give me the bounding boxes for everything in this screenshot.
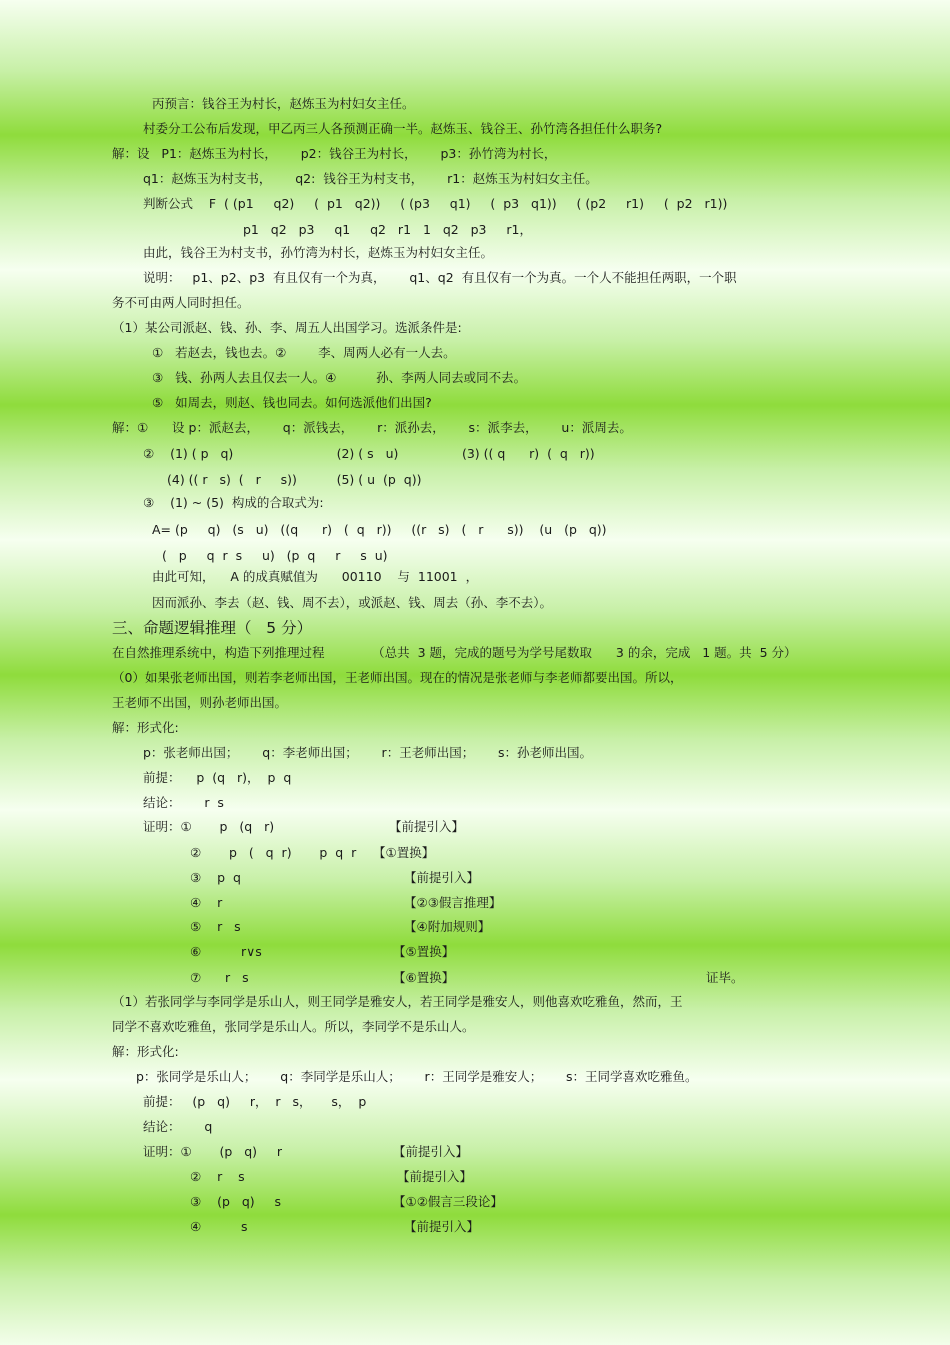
conclusion-line: 结论： r s [143,795,224,810]
conclusion-line: 结论： q [143,1119,213,1134]
proof-rule: 【前提引入】 [393,1144,469,1159]
proof-step: ⑦ r s [190,970,249,985]
formula-line: p1 q2 p3 q1 q2 r1 1 q2 p3 r1， [243,222,532,237]
condition-line: ③ 钱、孙两人去且仅去一人。④ 孙、李两人同去或同不去。 [152,370,527,385]
section-heading: 三、命题逻辑推理（ 5 分） [112,619,313,637]
text-line: ③ (1) ~ (5) 构成的合取式为: [143,495,324,510]
condition-line: ⑤ 如周去，则赵、钱也同去。如何选派他们出国? [152,395,432,410]
proof-rule: 【①②假言三段论】 [393,1194,503,1209]
proof-rule: 【前提引入】 [389,819,465,834]
formula-line: ( p q r s u) (p q r s u) [162,548,388,563]
text-line: q1：赵炼玉为村支书， q2: 钱谷王为村支书， r1：赵炼玉为村妇女主任。 [143,171,598,186]
text-line: p：张老师出国； q：李老师出国； r：王老师出国； s：孙老师出国。 [143,745,593,760]
text-line: 王老师不出国，则孙老师出国。 [112,695,288,710]
text-line: p：张同学是乐山人； q：李同学是乐山人； r：王同学是雅安人； s：王同学喜欢吃雅鱼。 [136,1069,698,1084]
proof-rule: 【前提引入】 [404,870,480,885]
proof-rule: 【前提引入】 [397,1169,473,1184]
text-line: 解：形式化: [112,1044,179,1059]
text-line: 解：设 P1：赵炼玉为村长， p2：钱谷王为村长， p3：孙竹湾为村长， [112,146,557,161]
premise-line: 前提： (p q) r， r s， s， p [143,1094,367,1109]
text-line: 说明： p1、p2、p3 有且仅有一个为真， q1、q2 有且仅有一个为真。一个人不能担任两职，一个职 [143,270,737,285]
proof-step: ③ (p q) s [190,1194,282,1209]
proof-step: ② r s [190,1169,245,1184]
proof-step: ④ s [190,1219,248,1234]
text-line: 在自然推理系统中，构造下列推理过程 （总共 3 题，完成的题号为学号尾数取 3 的余，完成 1 题。共 5 分） [112,645,797,660]
proof-rule: 【②③假言推理】 [404,895,502,910]
text-line: 由此可知， A 的成真赋值为 00110 与 11001 ， [152,569,479,584]
problem-statement: （1）某公司派赵、钱、孙、李、周五人出国学习。选派条件是: [112,320,462,335]
proof-step: ⑤ r s [190,919,241,934]
proof-step: ⑥ r∨s [190,944,262,959]
formula-line: (4) (( r s) ( r s)) (5) ( u (p q)) [167,472,422,487]
text-line: 务不可由两人同时担任。 [112,295,250,310]
text-line: 丙预言：钱谷王为村长，赵炼玉为村妇女主任。 [152,96,415,111]
proof-rule: 【⑥置换】 [393,970,455,985]
proof-step: ② p ( q r) p q r [190,845,357,860]
text-line: 村委分工公布后发现，甲乙丙三人各预测正确一半。赵炼玉、钱谷王、孙竹湾各担任什么职务? [143,121,663,136]
condition-line: ① 若赵去，钱也去。② 李、周两人必有一人去。 [152,345,456,360]
premise-line: 前提： p (q r)， p q [143,770,292,785]
proof-step: 证明：① (p q) r [143,1144,283,1159]
text-line: 同学不喜欢吃雅鱼，张同学是乐山人。所以，李同学不是乐山人。 [112,1019,475,1034]
proof-rule: 【前提引入】 [404,1219,480,1234]
text-line: 因而派孙、李去（赵、钱、周不去），或派赵、钱、周去（孙、李不去）。 [152,595,553,610]
proof-step: ④ r [190,895,223,910]
proof-end: 证毕。 [706,970,744,985]
text-line: 由此，钱谷王为村支书，孙竹湾为村长，赵炼玉为村妇女主任。 [143,245,494,260]
proof-rule: 【⑤置换】 [393,944,455,959]
problem-statement: （1）若张同学与李同学是乐山人，则王同学是雅安人，若王同学是雅安人，则他喜欢吃雅鱼，然而，王 [112,994,683,1009]
proof-rule: 【①置换】 [373,845,435,860]
text-line: 解：① 设 p：派赵去， q：派钱去， r：派孙去， s：派李去， u：派周去。 [112,420,632,435]
formula-line: ② (1) ( p q) (2) ( s u) (3) (( q r) ( q r)) [143,446,595,461]
problem-statement: （0）如果张老师出国，则若李老师出国，王老师出国。现在的情况是张老师与李老师都要出国。所以， [112,670,683,685]
formula-line: A= (p q) (s u) ((q r) ( q r)) ((r s) ( r s)) (u (p q)) [152,522,607,537]
proof-rule: 【④附加规则】 [404,919,491,934]
formula-line: 判断公式 F ( (p1 q2) ( p1 q2)) ( (p3 q1) ( p3 q1)) ( (p2 r1) ( p2 r1)) [143,196,728,211]
proof-step: 证明：① p (q r) [143,819,275,834]
proof-step: ③ p q [190,870,241,885]
text-line: 解：形式化: [112,720,179,735]
